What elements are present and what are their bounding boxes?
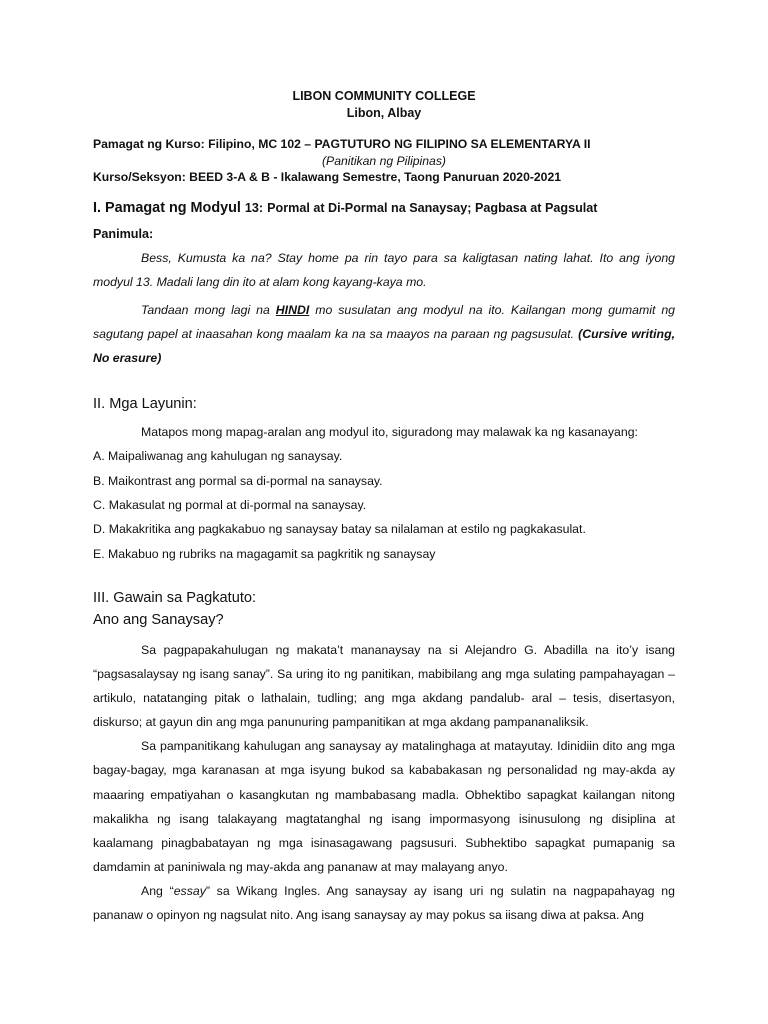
module-label: I. Pamagat ng Modyul	[93, 200, 241, 216]
objective-item-a: A. Maipaliwanag ang kahulugan ng sanaysay.	[93, 449, 343, 464]
objective-item-b: B. Maikontrast ang pormal sa di-pormal na sanaysay.	[93, 473, 383, 488]
module-number: 13:	[244, 201, 264, 215]
college-location: Libon, Albay	[346, 106, 422, 120]
module-title-text: Pormal at Di-Pormal na Sanaysay; Pagbasa at Pagsulat	[267, 201, 598, 215]
module-title	[93, 200, 675, 216]
activities-subheading: Ano ang Sanaysay?	[93, 612, 224, 628]
activities-paragraph-2: Sa pampanitikang kahulugan ang sanaysay ay matalinghaga at matayutay. Idinidiin dito ang mga bagay-bagay, mga karanasan at mga isyung bukod sa kababakasan ng personalidad ng may-akda ay maaaring empatiyahan o kasangkutan ng mambabasang madla. Obhektibo sapagkat kailangan nitong makalikha ng isang talakayang magtatanghal ng isang impormasyong isinusulong ng disiplina at kaalamang pinagbabatayan ng mga isinasagawang pagsusuri. Subhektibo sapagkat pumapanig sa damdamin at paniniwala ng may-akda ang pananaw at may malayang anyo.	[93, 739, 675, 874]
activities-paragraph-3: Ang “essay” sa Wikang Ingles. Ang sanaysay ay isang uri ng sulatin na nagpapahayag ng pananaw o opinyon ng nagsulat nito. Ang isang sanaysay ay may pokus sa iisang diwa at paksa. Ang	[93, 883, 675, 923]
objectives-heading: II. Mga Layunin:	[93, 396, 197, 412]
essay-term: essay	[173, 883, 206, 898]
course-subtitle: (Panitikan ng Pilipinas)	[322, 153, 446, 168]
intro-paragraph-1: Bess, Kumusta ka na? Stay home pa rin tayo para sa kaligtasan nating lahat. Ito ang iyong modyul 13. Madali lang din ito at alam kong kayang-kaya mo.	[93, 251, 675, 290]
objective-item-c: C. Makasulat ng pormal at di-pormal na sanaysay.	[93, 497, 367, 512]
activities-heading: III. Gawain sa Pagkatuto:	[93, 590, 257, 606]
activities-paragraph-1: Sa pagpapakahulugan ng makata’t mananaysay na si Alejandro G. Abadilla na ito’y isang “pagsasalaysay ng isang sanay”. Sa uring ito ng panitikan, mabibilang ang mga sulating pampahayagan – artikulo, natatanging pitak o lathalain, tudling; ang mga akdang pandalub- aral – tesis, disertasyon, diskurso; at gayun din ang mga panunuring pampanitikan at mga akdang pampananaliksik.	[93, 643, 675, 730]
objective-item-d: D. Makakritika ang pagkakabuo ng sanaysay batay sa nilalaman at estilo ng pagkakasulat.	[93, 522, 586, 537]
course-title: Pamagat ng Kurso: Filipino, MC 102 – PAGTUTURO NG FILIPINO SA ELEMENTARYA II	[93, 137, 591, 151]
hindi-emphasis: HINDI	[275, 303, 310, 317]
intro-paragraph-2: Tandaan mong lagi na HINDI mo susulatan ang modyul na ito. Kailangan mong gumamit ng sagutang papel at inaasahan kong maalam ka na sa maayos na paraan ng pagsusulat. (Cursive writing, No erasure)	[93, 303, 675, 366]
intro-heading: Panimula:	[93, 227, 154, 241]
course-section: Kurso/Seksyon: BEED 3-A & B - Ikalawang Semestre, Taong Panuruan 2020-2021	[93, 170, 562, 184]
objective-item-e: E. Makabuo ng rubriks na magagamit sa pagkritik ng sanaysay	[93, 546, 436, 561]
cursive-note: (Cursive writing, No erasure)	[93, 327, 675, 366]
college-header	[93, 88, 675, 122]
objectives-lead: Matapos mong mapag-aralan ang modyul ito, siguradong may malawak ka ng kasanayang:	[141, 425, 638, 439]
college-name: LIBON COMMUNITY COLLEGE	[292, 89, 476, 103]
objectives-section	[93, 420, 675, 566]
activities-body	[93, 638, 675, 927]
course-info	[93, 136, 675, 186]
